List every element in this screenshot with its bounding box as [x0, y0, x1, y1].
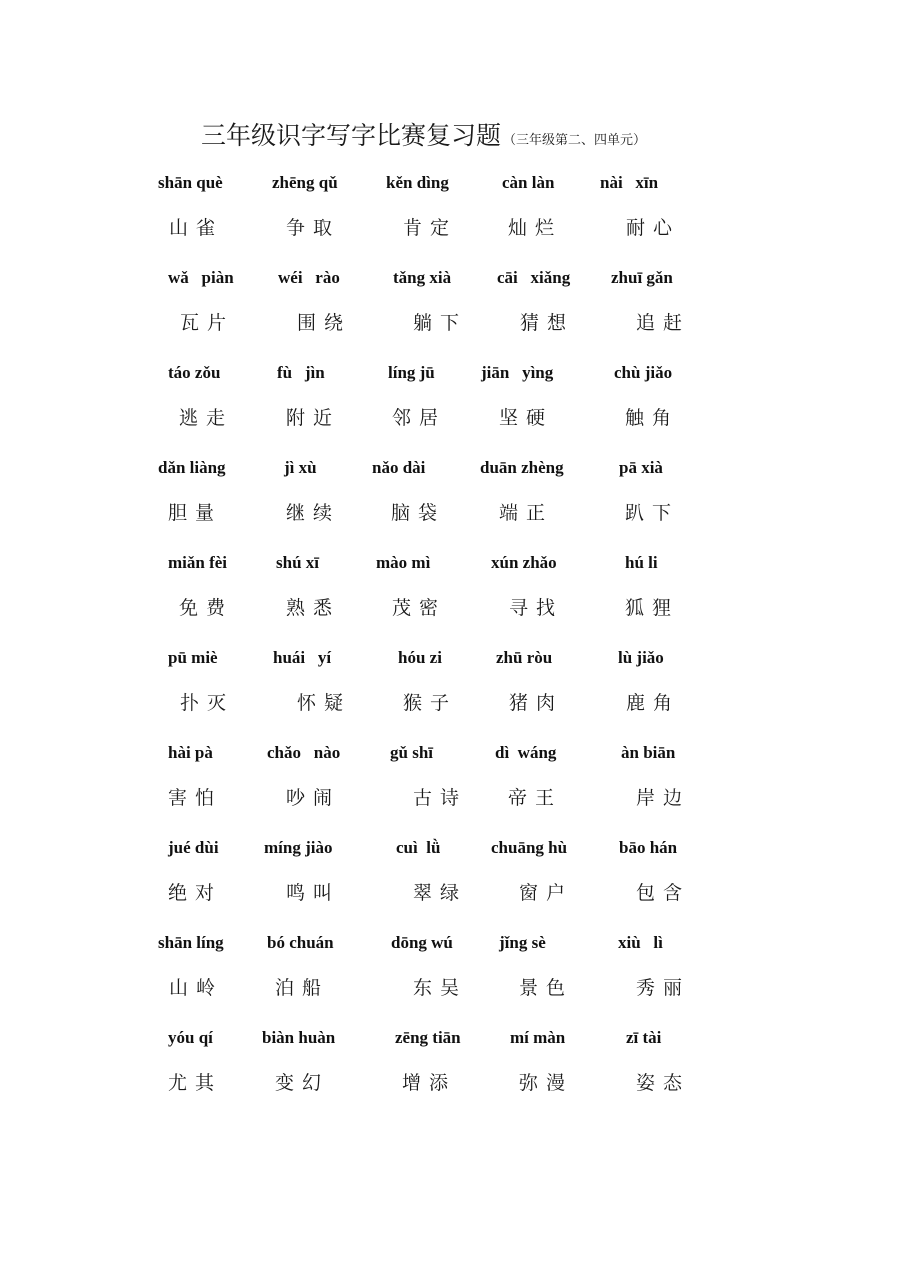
pinyin: hài pà: [168, 743, 213, 762]
hanzi-word: 狐 狸: [625, 597, 673, 619]
pinyin: hóu zi: [398, 648, 442, 667]
hanzi-word: 猪 肉: [509, 692, 557, 714]
pinyin: shān què: [158, 173, 223, 192]
hanzi-word: 变 幻: [275, 1072, 323, 1094]
pinyin: biàn huàn: [262, 1028, 336, 1047]
hanzi-word: 肯 定: [403, 217, 451, 239]
vocab-row-4: [0, 458, 904, 553]
pinyin: gǔ shī: [390, 743, 433, 762]
pinyin: jiān yìng: [481, 363, 554, 382]
vocab-row-3: [0, 363, 904, 458]
hanzi-word: 害 怕: [168, 787, 216, 809]
hanzi-word: 逃 走: [179, 407, 227, 429]
vocab-row-10: [0, 1028, 904, 1123]
pinyin: zhēng qǔ: [272, 173, 338, 192]
hanzi-word: 绝 对: [168, 882, 216, 904]
hanzi-word: 胆 量: [168, 502, 216, 524]
vocab-row-1: [0, 173, 904, 268]
pinyin: dōng wú: [391, 933, 453, 952]
hanzi-word: 怀 疑: [297, 692, 345, 714]
pinyin: bó chuán: [267, 933, 334, 952]
hanzi-word: 秀 丽: [636, 977, 684, 999]
hanzi-word: 东 吴: [413, 977, 461, 999]
pinyin: lù jiǎo: [618, 648, 664, 667]
hanzi-word: 茂 密: [392, 597, 440, 619]
hanzi-word: 窗 户: [519, 882, 567, 904]
hanzi-word: 瓦 片: [180, 312, 228, 334]
pinyin: wéi rào: [278, 268, 340, 287]
pinyin: dì wáng: [495, 743, 557, 762]
pinyin: xún zhǎo: [491, 553, 557, 572]
pinyin: zēng tiān: [395, 1028, 461, 1047]
hanzi-word: 触 角: [625, 407, 673, 429]
pinyin: xiù lì: [618, 933, 663, 952]
hanzi-word: 吵 闹: [286, 787, 334, 809]
hanzi-word: 趴 下: [625, 502, 673, 524]
hanzi-word: 附 近: [286, 407, 334, 429]
pinyin: cuì lǜ: [396, 838, 441, 857]
pinyin: bāo hán: [619, 838, 678, 857]
hanzi-word: 灿 烂: [508, 217, 556, 239]
hanzi-word: 景 色: [519, 977, 567, 999]
hanzi-word: 尤 其: [168, 1072, 216, 1094]
pinyin: nǎo dài: [372, 458, 426, 477]
hanzi-word: 包 含: [636, 882, 684, 904]
hanzi-word: 寻 找: [509, 597, 557, 619]
hanzi-word: 岸 边: [636, 787, 684, 809]
pinyin: àn biān: [621, 743, 676, 762]
pinyin: zhū ròu: [496, 648, 553, 667]
pinyin: míng jiào: [264, 838, 333, 857]
pinyin: shān líng: [158, 933, 224, 952]
pinyin: kěn dìng: [386, 173, 449, 192]
hanzi-word: 增 添: [402, 1072, 450, 1094]
vocab-row-2: [0, 268, 904, 363]
pinyin: shú xī: [276, 553, 319, 572]
pinyin: chǎo nào: [267, 743, 341, 762]
pinyin: yóu qí: [168, 1028, 213, 1047]
hanzi-word: 姿 态: [636, 1072, 684, 1094]
vocab-row-5: [0, 553, 904, 648]
pinyin: pū miè: [168, 648, 218, 667]
pinyin: duān zhèng: [480, 458, 564, 477]
hanzi-word: 古 诗: [413, 787, 461, 809]
pinyin: nài xīn: [600, 173, 659, 192]
pinyin: mào mì: [376, 553, 431, 572]
hanzi-word: 躺 下: [413, 312, 461, 334]
pinyin: wǎ piàn: [168, 268, 234, 287]
hanzi-word: 熟 悉: [286, 597, 334, 619]
hanzi-word: 免 费: [179, 597, 227, 619]
hanzi-word: 翠 绿: [413, 882, 461, 904]
hanzi-word: 猴 子: [403, 692, 451, 714]
page-title: [201, 116, 646, 152]
hanzi-word: 鹿 角: [626, 692, 674, 714]
pinyin: jué dùi: [168, 838, 219, 857]
hanzi-word: 追 赶: [636, 312, 684, 334]
hanzi-word: 坚 硬: [499, 407, 547, 429]
pinyin: líng jū: [388, 363, 435, 382]
pinyin: jì xù: [284, 458, 317, 477]
pinyin: zī tài: [626, 1028, 662, 1047]
pinyin: táo zǒu: [168, 363, 221, 382]
hanzi-word: 鸣 叫: [286, 882, 334, 904]
title-text: 三年级识字写字比赛复习题: [201, 121, 502, 150]
pinyin: miǎn fèi: [168, 553, 228, 572]
hanzi-word: 耐 心: [626, 217, 674, 239]
hanzi-word: 脑 袋: [391, 502, 439, 524]
pinyin: hú li: [625, 553, 658, 572]
hanzi-word: 猜 想: [520, 312, 568, 334]
hanzi-word: 泊 船: [275, 977, 323, 999]
vocab-row-9: [0, 933, 904, 1028]
hanzi-word: 邻 居: [392, 407, 440, 429]
pinyin: jǐng sè: [499, 933, 546, 952]
hanzi-word: 帝 王: [508, 787, 556, 809]
hanzi-word: 山 岭: [169, 977, 217, 999]
pinyin: fù jìn: [277, 363, 325, 382]
pinyin: pā xià: [619, 458, 663, 477]
hanzi-word: 扑 灭: [180, 692, 228, 714]
pinyin: dǎn liàng: [158, 458, 226, 477]
vocab-row-6: [0, 648, 904, 743]
vocab-row-8: [0, 838, 904, 933]
pinyin: huái yí: [273, 648, 332, 667]
hanzi-word: 继 续: [286, 502, 334, 524]
hanzi-word: 山 雀: [169, 217, 217, 239]
pinyin: mí màn: [510, 1028, 566, 1047]
vocab-row-7: [0, 743, 904, 838]
pinyin: cāi xiǎng: [497, 268, 571, 287]
pinyin: càn làn: [502, 173, 555, 192]
hanzi-word: 争 取: [286, 217, 334, 239]
pinyin: chù jiǎo: [614, 363, 673, 382]
subtitle-text: （三年级第二、四单元）: [503, 133, 647, 148]
hanzi-word: 端 正: [499, 502, 547, 524]
hanzi-word: 弥 漫: [519, 1072, 567, 1094]
pinyin: tǎng xià: [393, 268, 452, 287]
hanzi-word: 围 绕: [297, 312, 345, 334]
pinyin: zhuī gǎn: [611, 268, 673, 287]
pinyin: chuāng hù: [491, 838, 568, 857]
